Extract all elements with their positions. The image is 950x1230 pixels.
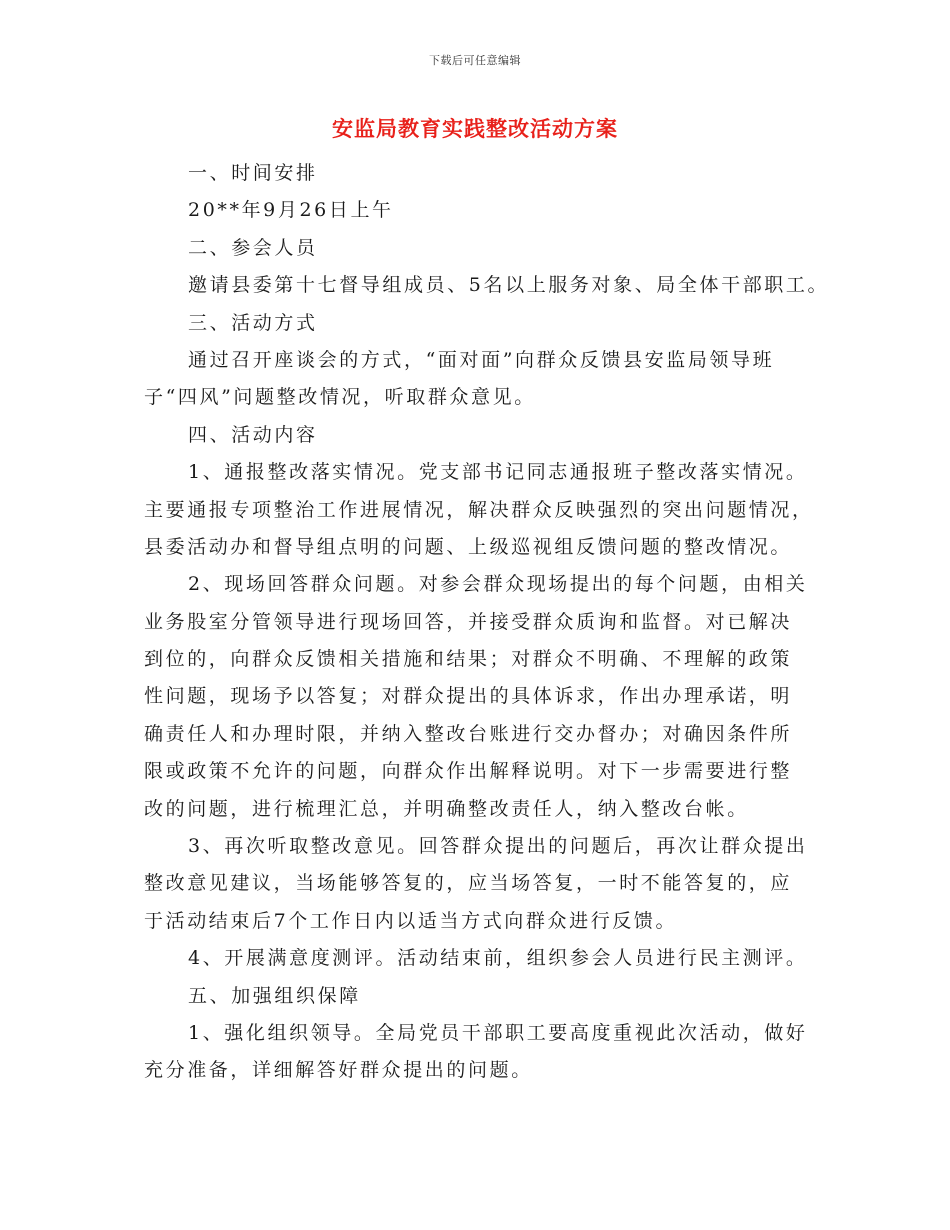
paragraph-line: 充分准备，详细解答好群众提出的问题。 <box>144 1059 533 1082</box>
paragraph-line: 业务股室分管领导进行现场回答，并接受群众质询和监督。对已解决 <box>144 610 793 633</box>
paragraph-line: 整改意见建议，当场能够答复的，应当场答复，一时不能答复的，应 <box>144 872 793 895</box>
paragraph-line: 1、强化组织领导。全局党员干部职工要高度重视此次活动，做好 <box>188 1021 808 1044</box>
paragraph-line: 四、活动内容 <box>188 423 318 446</box>
document-body <box>144 155 830 1090</box>
paragraph-line: 到位的，向群众反馈相关措施和结果；对群众不明确、不理解的政策 <box>144 648 793 671</box>
paragraph-line: 2、现场回答群众问题。对参会群众现场提出的每个问题，由相关 <box>188 573 808 596</box>
paragraph-line: 于活动结束后7个工作日内以适当方式向群众进行反馈。 <box>144 909 678 932</box>
paragraph-line: 1、通报整改落实情况。党支部书记同志通报班子整改落实情况。 <box>188 461 808 484</box>
paragraph-line: 性问题，现场予以答复；对群众提出的具体诉求，作出办理承诺，明 <box>144 685 793 708</box>
header-note: 下载后可任意编辑 <box>429 54 521 67</box>
paragraph-line: 二、参会人员 <box>188 236 318 259</box>
paragraph-line: 三、活动方式 <box>188 311 318 334</box>
paragraph-line: 限或政策不允许的问题，向群众作出解释说明。对下一步需要进行整 <box>144 760 793 783</box>
paragraph-line: 一、时间安排 <box>188 162 318 184</box>
paragraph-line: 通过召开座谈会的方式，“面对面”向群众反馈县安监局领导班 <box>188 348 775 371</box>
paragraph-line: 子“四风”问题整改情况，听取群众意见。 <box>144 386 536 409</box>
paragraph-line: 3、再次听取整改意见。回答群众提出的问题后，再次让群众提出 <box>188 835 808 858</box>
paragraph-line: 改的问题，进行梳理汇总，并明确整改责任人，纳入整改台帐。 <box>144 797 749 820</box>
paragraph-line: 邀请县委第十七督导组成员、5名以上服务对象、局全体干部职工。 <box>188 274 830 297</box>
paragraph-line: 五、加强组织保障 <box>188 984 361 1007</box>
paragraph-line: 确责任人和办理时限，并纳入整改台账进行交办督办；对确因条件所 <box>144 722 793 745</box>
paragraph-line: 县委活动办和督导组点明的问题、上级巡视组反馈问题的整改情况。 <box>144 535 793 558</box>
paragraph-line: 4、开展满意度测评。活动结束前，组织参会人员进行民主测评。 <box>188 947 808 970</box>
document-title: 安监局教育实践整改活动方案 <box>332 117 618 141</box>
paragraph-line: 20**年9月26日上午 <box>188 199 394 222</box>
paragraph-line: 主要通报专项整治工作进展情况，解决群众反映强烈的突出问题情况， <box>144 498 814 521</box>
